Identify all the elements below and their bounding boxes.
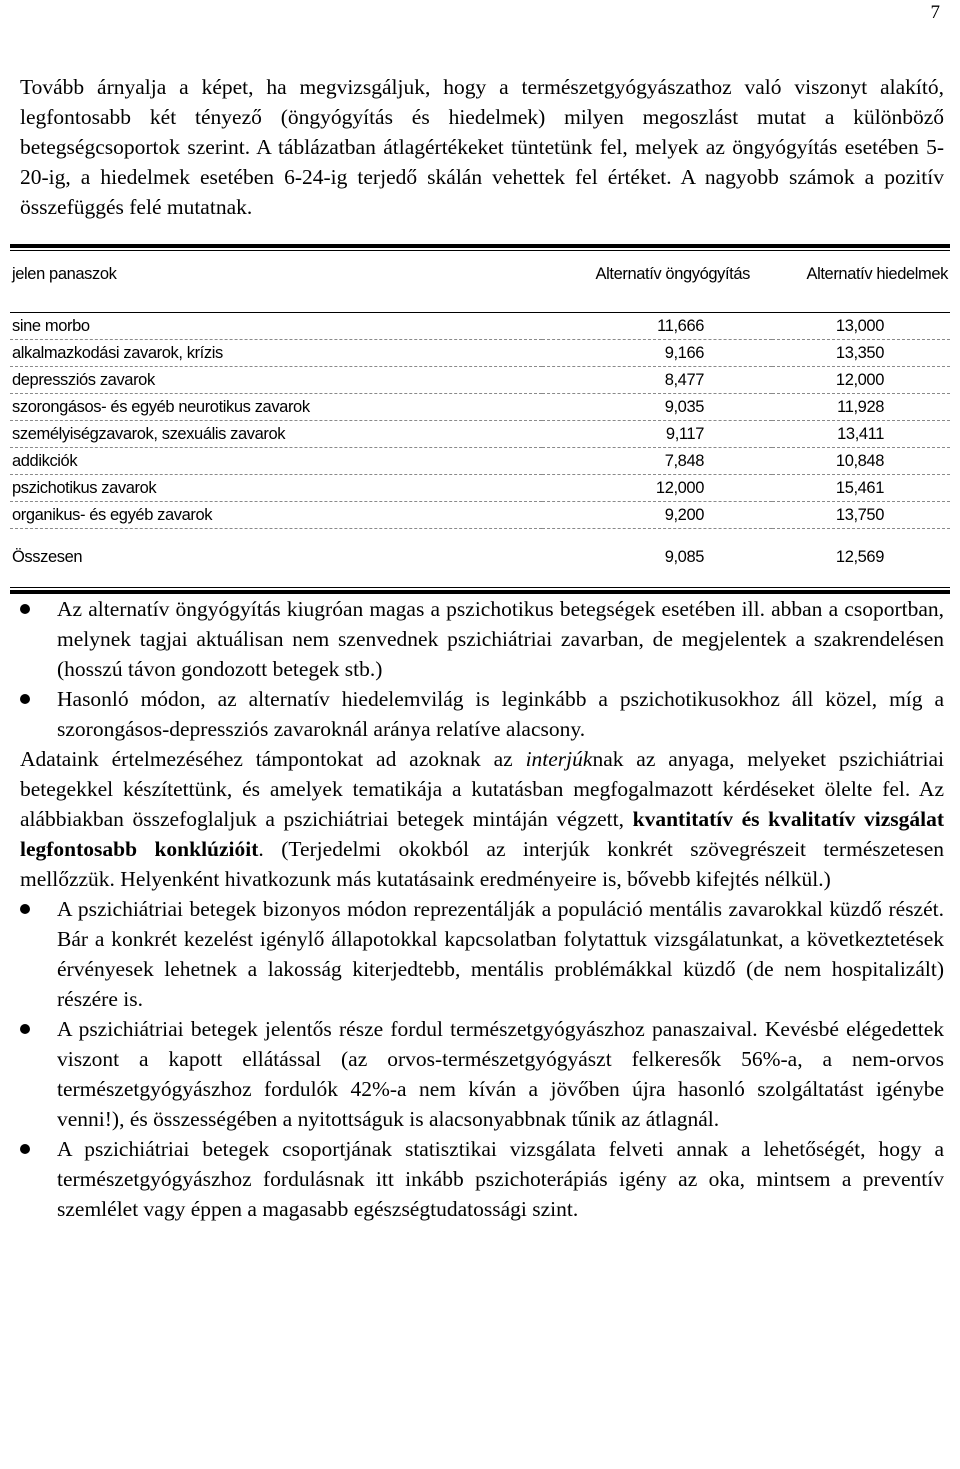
self-healing-value: 9,035 [542, 394, 772, 421]
header-complaints: jelen panaszok [12, 265, 117, 283]
table-row [10, 340, 950, 367]
self-healing-value: 12,000 [542, 475, 772, 502]
beliefs-value: 13,750 [772, 502, 950, 529]
list-item: A pszichiátriai betegek csoportjának statisztikai vizsgálata felveti annak a lehetőségét, hogy a természetgyógyászhoz fordulásnak itt inkább pszichoterápiás igény az oka, mintsem a preventív szemlélet vagy éppen a magasabb egészségtudatossági szint. [20, 1134, 944, 1224]
row-label: addikciók [10, 448, 542, 475]
table-rule-top [10, 244, 950, 248]
bullet-icon [20, 1144, 30, 1154]
table-row [10, 394, 950, 421]
row-label: organikus- és egyéb zavarok [10, 502, 542, 529]
beliefs-value: 13,411 [772, 421, 950, 448]
table-header-row [10, 251, 950, 304]
row-label: pszichotikus zavarok [10, 475, 542, 502]
self-healing-value: 9,200 [542, 502, 772, 529]
findings-list [20, 594, 944, 744]
list-item: Az alternatív öngyógyítás kiugróan magas a pszichotikus betegségek esetében ill. abban a csoportban, melynek tagjai aktuálisan nem szenvednek pszichiátriai zavarban, de megjelentek a szakrendelésen (hosszú távon gondozott betegek stb.) [20, 594, 944, 684]
header-self-healing: Alternatív öngyógyítás [595, 265, 750, 283]
total-beliefs-value: 12,569 [835, 547, 884, 566]
list-item: A pszichiátriai betegek jelentős része fordul természetgyógyászhoz panaszaival. Kevésbé elégedettek viszont a kapott ellátással (az orvos-természetgyógyászt felkeresők 56%-a, a nem-orvos természetgyógyászhoz fordulók 42%-a nem kíván a jövőben újra hasonló szolgáltatást igénybe venni!), és összességében a nyitottságuk is alacsonyabbnak tűnik az átlagnál. [20, 1014, 944, 1134]
table-rule-bottom-thin [10, 587, 950, 588]
header-beliefs: Alternatív hiedelmek [806, 265, 948, 283]
bullet-icon [20, 604, 30, 614]
bold-phrase: kvantitatív és kvalitatív vizsgálat legfontosabb konklúzióit [20, 807, 945, 861]
conclusions-list [20, 894, 944, 1224]
intro-paragraph: Tovább árnyalja a képet, ha megvizsgáljuk, hogy a természetgyógyászathoz való viszonyt alakító, legfontosabb két tényező (öngyógyítás és hiedelmek) milyen megoszlást mutat a különböző betegségcsoportok szerint. A táblázatban átlagértékeket tüntetünk fel, melyek az öngyógyítás esetében 5-20-ig, a hiedelmek esetében 6-24-ig terjedő skálán vehettek fel értéket. A nagyobb számok a pozitív összefüggés felé mutatnak. [20, 75, 944, 219]
table-row [10, 367, 950, 394]
beliefs-value: 13,350 [772, 340, 950, 367]
self-healing-value: 11,666 [542, 313, 772, 340]
bullet-icon [20, 694, 30, 704]
results-table [10, 251, 950, 575]
list-item: Hasonló módon, az alternatív hiedelemvilág is leginkább a pszichotikusokhoz áll közel, míg a szorongásos-depressziós zavaroknál aránya relatíve alacsony. [20, 684, 944, 744]
self-healing-value: 9,166 [542, 340, 772, 367]
row-label: alkalmazkodási zavarok, krízis [10, 340, 542, 367]
self-healing-value: 8,477 [542, 367, 772, 394]
list-item: A pszichiátriai betegek bizonyos módon reprezentálják a populáció mentális zavarokkal küzdő részét. Bár a konkrét kezelést igénylő állapotokkal kapcsolatban folytattuk vizsgálatunkat, a következtetések érvényesek lehetnek a lakosság kiterjedtebb, mentális problémákkal küzdő (de nem hospitalizált) részére is. [20, 894, 944, 1014]
self-healing-value: 7,848 [542, 448, 772, 475]
table-total-row [10, 529, 950, 576]
total-label: Összesen [12, 547, 83, 566]
interview-paragraph: Adataink értelmezéséhez támpontokat ad azoknak az interjúknak az anyaga, melyeket pszichiátriai betegekkel készítettünk, és amelyek tematikája a kutatásban megfogalmazott kérdéseket ölelte fel. Az alábbiakban összefoglaljuk a pszichiátriai betegek mintáján végzett, kvantitatív és kvalitatív vizsgálat legfontosabb konklúzióit. (Terjedelmi okokból az interjúk konkrét szövegrészeit természetesen mellőzzük. Helyenként hivatkozunk más kutatásaink eredményeire is, bővebb kifejtés nélkül.) [20, 747, 945, 891]
table-row [10, 313, 950, 340]
beliefs-value: 10,848 [772, 448, 950, 475]
header-separator [10, 304, 950, 313]
self-healing-value: 9,117 [542, 421, 772, 448]
table-row [10, 475, 950, 502]
bullet-icon [20, 1024, 30, 1034]
beliefs-value: 13,000 [772, 313, 950, 340]
beliefs-value: 11,928 [772, 394, 950, 421]
page-content [12, 72, 948, 1224]
table-row [10, 448, 950, 475]
total-self-healing-value: 9,085 [664, 547, 704, 566]
row-label: személyiségzavarok, szexuális zavarok [10, 421, 542, 448]
row-label: sine morbo [10, 313, 542, 340]
row-label: szorongásos- és egyéb neurotikus zavarok [10, 394, 542, 421]
table-row [10, 502, 950, 529]
results-table-block [10, 244, 950, 594]
bullet-icon [20, 904, 30, 914]
page-number: 7 [930, 2, 940, 23]
italic-term: interjúk [525, 747, 593, 771]
beliefs-value: 15,461 [772, 475, 950, 502]
beliefs-value: 12,000 [772, 367, 950, 394]
table-row [10, 421, 950, 448]
row-label: depressziós zavarok [10, 367, 542, 394]
